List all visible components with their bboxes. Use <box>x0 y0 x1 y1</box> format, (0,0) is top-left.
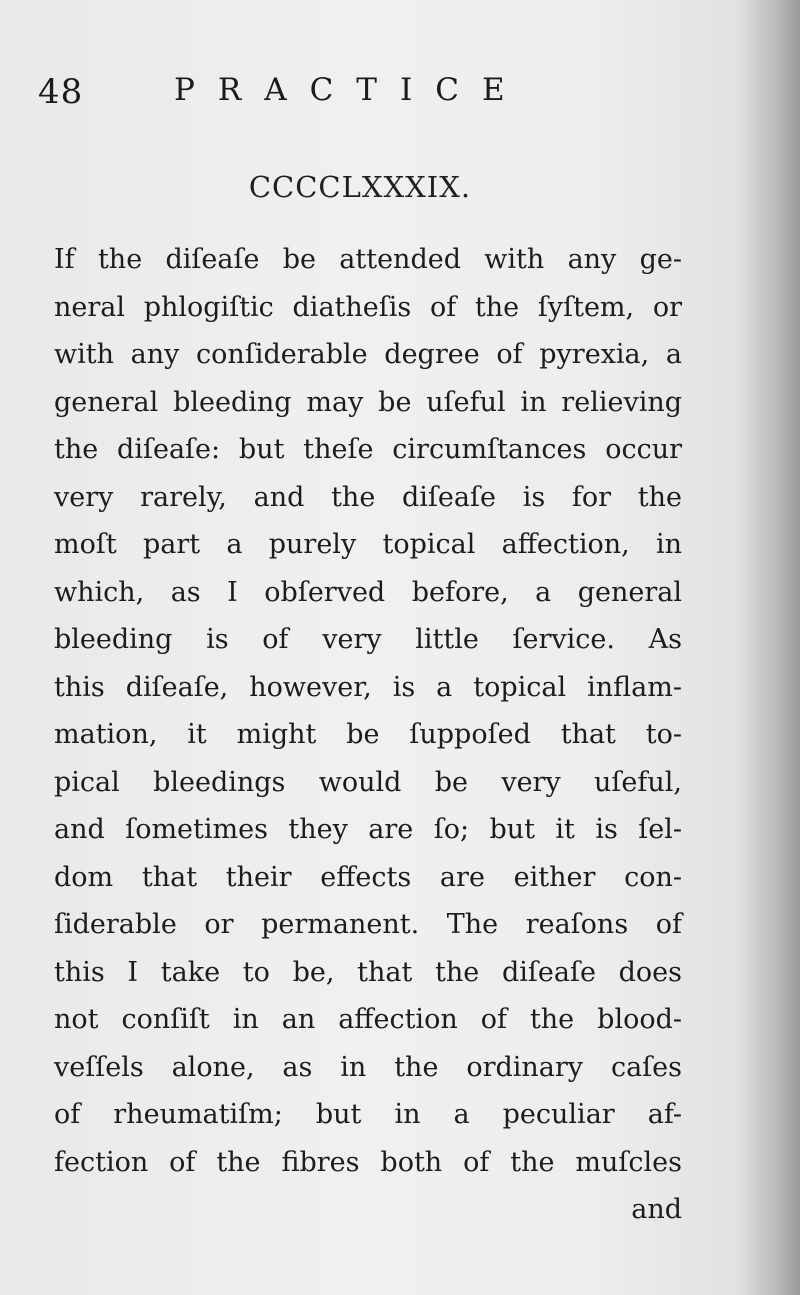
text-line: dom that their effects are either con- <box>54 861 682 893</box>
section-heading: CCCCLXXXIX. <box>248 170 472 204</box>
text-line: veſſels alone, as in the ordinary caſes <box>54 1051 682 1083</box>
text-line: the diſeaſe: but theſe circumſtances occur <box>54 434 682 465</box>
text-line: ſiderable or permanent. The reaſons of <box>54 909 682 940</box>
page-number: 48 <box>38 72 84 112</box>
text-line: which, as I obſerved before, a general <box>54 576 682 608</box>
text-line: bleeding is of very little ſervice. As <box>54 624 682 655</box>
running-head: PRACTICE <box>174 72 528 108</box>
text-line: neral phlogiſtic diatheſis of the ſyſtem, or <box>54 291 682 323</box>
text-line: mation, it might be ſuppoſed that to- <box>54 719 682 750</box>
page-header <box>38 72 778 122</box>
body-text <box>54 236 682 1234</box>
text-line: fection of the fibres both of the muſcles <box>54 1146 682 1178</box>
text-line: moſt part a purely topical affection, in <box>54 529 682 560</box>
text-line: very rarely, and the diſeaſe is for the <box>54 481 682 513</box>
page-edge-shadow <box>740 0 800 1295</box>
text-line: not conſiſt in an affection of the blood- <box>54 1004 682 1035</box>
text-line: of rheumatiſm; but in a peculiar af- <box>54 1099 682 1130</box>
text-line: and ſometimes they are ſo; but it is ſel- <box>54 814 682 845</box>
text-line: with any conſiderable degree of pyrexia, a <box>54 339 682 370</box>
text-line: If the diſeaſe be attended with any ge- <box>54 244 682 275</box>
catchword: and <box>631 1194 682 1225</box>
text-line: general bleeding may be uſeful in relieving <box>54 386 682 418</box>
text-line: this diſeaſe, however, is a topical inflam- <box>54 671 682 703</box>
text-line: pical bleedings would be very uſeful, <box>54 766 682 798</box>
text-line: this I take to be, that the diſeaſe does <box>54 956 682 988</box>
